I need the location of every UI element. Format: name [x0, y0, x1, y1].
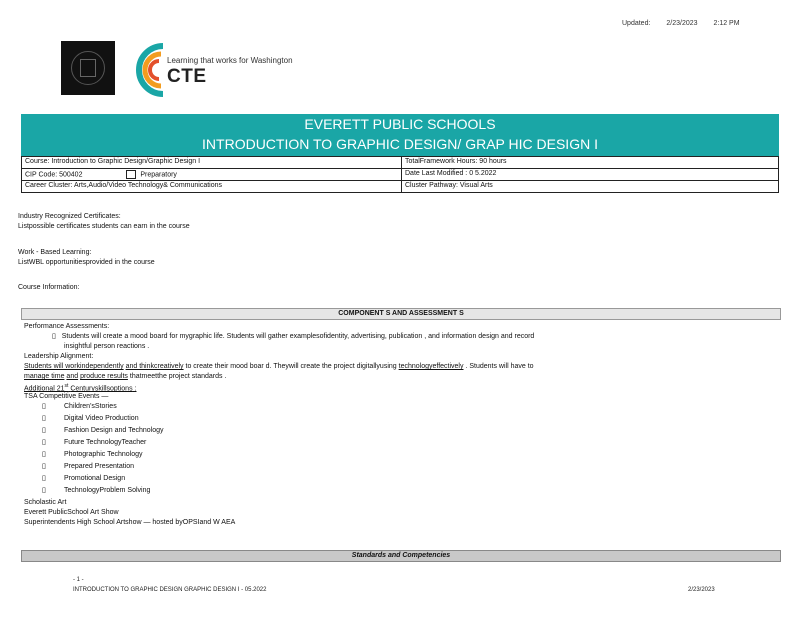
cip-cell	[22, 169, 402, 181]
components-content	[24, 323, 774, 529]
lead-manage-time: manage time	[24, 373, 65, 380]
tsa-event-item	[24, 403, 774, 415]
industry-section	[18, 213, 190, 233]
lead-century-skills: Centuryskillsoptions	[70, 385, 133, 393]
tsa-event-label: Fashion Design and Technology	[64, 427, 164, 434]
lead-standards: thatmeetthe project standards .	[129, 373, 227, 380]
tsa-event-item	[24, 427, 774, 439]
cte-logo	[133, 40, 313, 100]
leadership-line-3	[24, 383, 774, 393]
tsa-event-label: Digital Video Production	[64, 415, 139, 422]
course-cell: Course: Introduction to Graphic Design/Graphic Design I	[22, 157, 402, 169]
banner-district: EVERETT PUBLIC SCHOOLS	[304, 116, 496, 132]
cte-wordmark: CTE	[167, 66, 207, 87]
list-bullet: ▯	[42, 427, 46, 434]
lead-text-a: Students will workindependently	[24, 363, 124, 370]
superintendents-art-show: Superintendents High School Artshow — hosted byOPSIand W AEA	[24, 519, 236, 526]
cte-tagline: Learning that works for Washington	[167, 56, 293, 65]
tsa-heading: TSA Competitive Events —	[24, 393, 109, 400]
updated-date: 2/23/2023	[666, 20, 698, 27]
tsa-event-item	[24, 415, 774, 427]
lead-text-e: . Students will have to	[465, 363, 534, 370]
framework-hours-cell: TotalFramework Hours: 90 hours	[402, 157, 779, 169]
components-header-bar: COMPONENT S AND ASSESSMENT S	[21, 308, 781, 320]
lead-colon: :	[134, 385, 137, 393]
standards-header-bar: Standards and Competencies	[21, 550, 781, 562]
tsa-event-label: TechnologyProblem Solving	[64, 487, 151, 494]
course-information-section	[18, 284, 79, 294]
performance-text-1: Students will create a mood board for mygraphic life. Students will gather examplesofidentity, advertising, publication , and information design and record	[61, 333, 535, 340]
tsa-event-item	[24, 487, 774, 499]
scholastic-art: Scholastic Art	[24, 499, 67, 506]
tsa-event-label: Future TechnologyTeacher	[64, 439, 147, 446]
list-bullet: ▯	[42, 439, 46, 446]
tsa-event-item	[24, 451, 774, 463]
performance-line-1	[24, 333, 774, 343]
list-bullet: ▯	[42, 463, 46, 470]
tsa-event-label: Promotional Design	[64, 475, 126, 482]
list-bullet: ▯	[42, 403, 46, 410]
list-bullet: ▯	[42, 451, 46, 458]
cip-code: CIP Code: 500402	[25, 170, 83, 178]
course-info-table	[21, 156, 779, 193]
work-heading: Work - Based Learning:	[18, 249, 92, 256]
leadership-heading: Leadership Alignment:	[24, 353, 94, 360]
tsa-event-item	[24, 475, 774, 487]
updated-label: Updated:	[622, 20, 651, 27]
updated-time: 2:12 PM	[713, 20, 740, 27]
list-bullet: ▯	[42, 475, 46, 482]
lead-additional: Additional 21	[24, 385, 65, 393]
preparatory-checkbox[interactable]	[126, 170, 136, 179]
tsa-event-label: Children'sStories	[64, 403, 117, 410]
tsa-event-item	[24, 439, 774, 451]
date-modified-cell: Date Last Modified : 0 5.2022	[402, 169, 779, 181]
title-banner	[21, 114, 779, 156]
leadership-line-1	[24, 363, 774, 373]
tsa-event-label: Prepared Presentation	[64, 463, 135, 470]
list-bullet: ▯	[42, 487, 46, 494]
school-seal-logo	[61, 41, 115, 95]
course-information-heading: Course Information:	[18, 284, 80, 291]
tsa-event-label: Photographic Technology	[64, 451, 143, 458]
everett-art-show: Everett PublicSchool Art Show	[24, 509, 119, 516]
tsa-event-item	[24, 463, 774, 475]
preparatory-label: Preparatory	[140, 170, 177, 178]
list-bullet: ▯	[42, 415, 46, 422]
tsa-events-list	[24, 403, 774, 499]
lead-text-d: technologyeffectively	[398, 363, 464, 370]
lead-text-b: and thinkcreatively	[125, 363, 184, 370]
footer-page-number: - 1 -	[73, 577, 84, 583]
lead-st-sup: st	[64, 383, 69, 389]
cluster-pathway-cell: Cluster Pathway: Visual Arts	[402, 181, 779, 193]
performance-line-2: insightful person reactions .	[64, 343, 150, 350]
career-cluster-cell: Career Cluster: Arts,Audio/Video Technology& Communications	[22, 181, 402, 193]
updated-stamp	[622, 20, 754, 28]
industry-heading: Industry Recognized Certificates:	[18, 213, 121, 220]
footer-date: 2/23/2023	[688, 587, 715, 593]
footer-title: INTRODUCTION TO GRAPHIC DESIGN GRAPHIC DESIGN I - 05.2022	[73, 587, 267, 593]
leadership-line-2	[24, 373, 774, 383]
lead-text-c: to create their mood boar d. Theywill create the project digitallyusing	[185, 363, 397, 370]
banner-course-title: INTRODUCTION TO GRAPHIC DESIGN/ GRAP HIC DESIGN I	[202, 136, 598, 152]
performance-bullet: ▯	[52, 333, 56, 340]
work-text: ListWBL opportunitiesprovided in the course	[18, 259, 155, 266]
lead-and: and	[66, 373, 79, 380]
performance-heading: Performance Assessments:	[24, 323, 110, 330]
lead-produce-results: produce results	[80, 373, 128, 380]
industry-text: Listpossible certificates students can earn in the course	[18, 223, 190, 230]
work-based-section	[18, 249, 155, 269]
